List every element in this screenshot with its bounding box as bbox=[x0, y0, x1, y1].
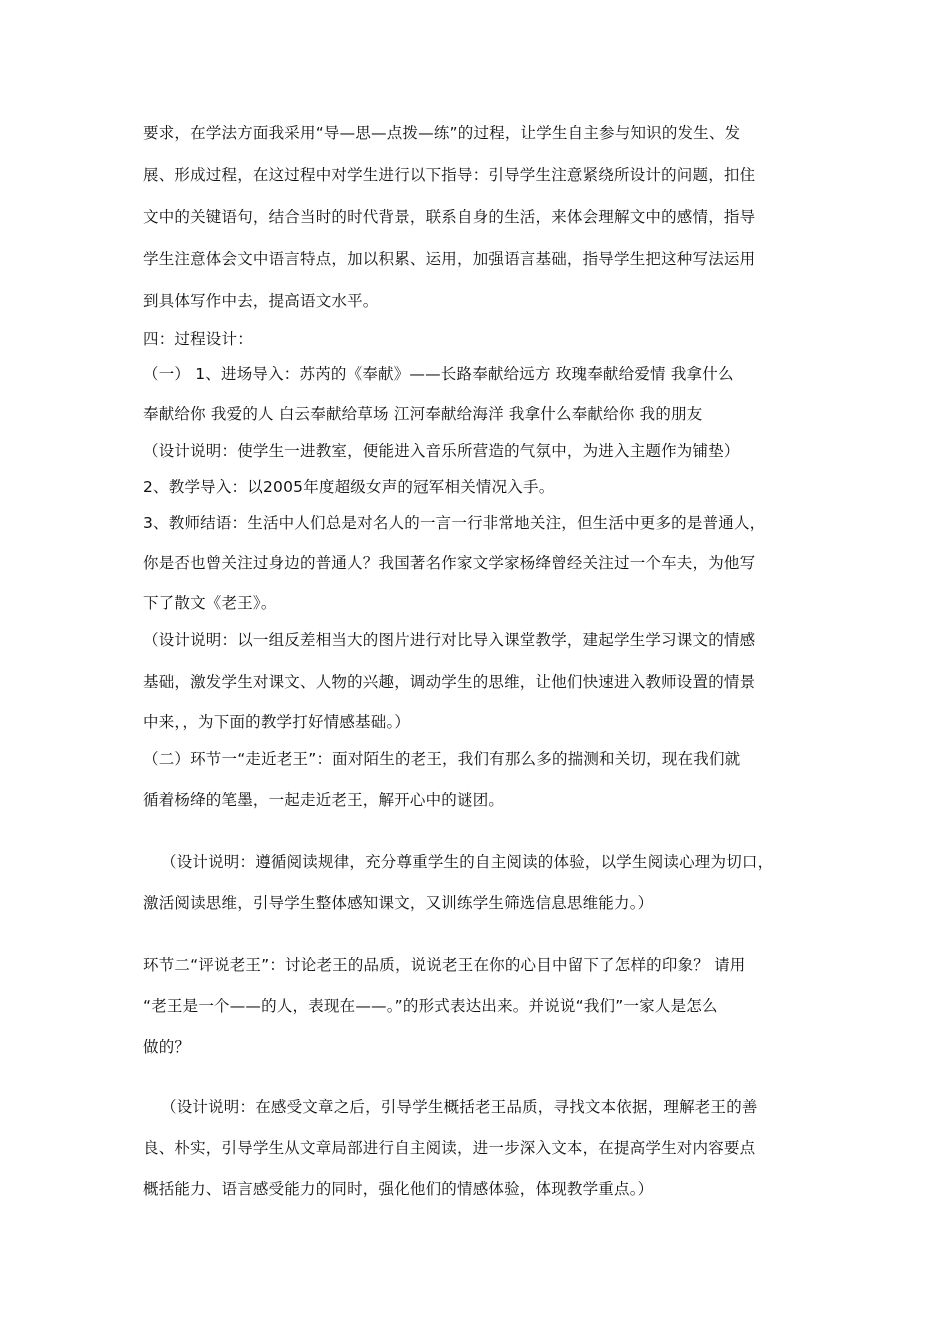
section-heading: 四：过程设计： bbox=[143, 330, 253, 348]
text-line: 环节二“评说老王”：讨论老王的品质，说说老王在你的心目中留下了怎样的印象？ 请用 bbox=[143, 956, 746, 974]
text-line: 文中的关键语句，结合当时的时代背景，联系自身的生活，来体会理解文中的感情，指导 bbox=[143, 208, 756, 226]
text-line: 做的？ bbox=[143, 1038, 191, 1056]
text-line: “老王是一个——的人，表现在——。”的形式表达出来。并说说“我们”一家人是怎么 bbox=[143, 997, 718, 1015]
text-line: 你是否也曾关注过身边的普通人？我国著名作家文学家杨绛曾经关注过一个车夫，为他写 bbox=[143, 554, 756, 572]
text-line: 奉献给你 我爱的人 白云奉献给草场 江河奉献给海洋 我拿什么奉献给你 我的朋友 bbox=[143, 405, 703, 423]
text-line: 激活阅读思维，引导学生整体感知课文，又训练学生筛选信息思维能力。） bbox=[143, 894, 654, 912]
text-line: 要求，在学法方面我采用“导—思—点拨—练”的过程，让学生自主参与知识的发生、发 bbox=[143, 124, 741, 142]
text-line: 概括能力、语言感受能力的同时，强化他们的情感体验，体现教学重点。） bbox=[143, 1180, 654, 1198]
text-line: （设计说明：遵循阅读规律，充分尊重学生的自主阅读的体验，以学生阅读心理为切口， bbox=[161, 853, 774, 871]
text-line: 学生注意体会文中语言特点，加以积累、运用，加强语言基础，指导学生把这种写法运用 bbox=[143, 250, 756, 268]
text-line: 展、形成过程，在这过程中对学生进行以下指导：引导学生注意紧绕所设计的问题，扣住 bbox=[143, 166, 756, 184]
text-line: 2、教学导入：以2005年度超级女声的冠军相关情况入手。 bbox=[143, 478, 555, 496]
text-line: （设计说明：使学生一进教室，便能进入音乐所营造的气氛中，为进入主题作为铺垫） bbox=[143, 442, 740, 460]
text-line: 3、教师结语：生活中人们总是对名人的一言一行非常地关注，但生活中更多的是普通人， bbox=[143, 514, 766, 532]
text-line: 良、朴实，引导学生从文章局部进行自主阅读，进一步深入文本，在提高学生对内容要点 bbox=[143, 1139, 756, 1157]
text-line: 基础，激发学生对课文、人物的兴趣，调动学生的思维，让他们快速进入教师设置的情景 bbox=[143, 673, 756, 691]
text-line: 到具体写作中去，提高语文水平。 bbox=[143, 292, 379, 310]
text-line: 循着杨绛的笔墨，一起走近老王，解开心中的谜团。 bbox=[143, 791, 505, 809]
text-line: （设计说明：在感受文章之后，引导学生概括老王品质，寻找文本依据，理解老王的善 bbox=[161, 1098, 758, 1116]
text-line: （二）环节一“走近老王”：面对陌生的老王，我们有那么多的揣测和关切，现在我们就 bbox=[143, 750, 741, 768]
text-line: 中来，，为下面的教学打好情感基础。） bbox=[143, 713, 411, 731]
text-line: （设计说明：以一组反差相当大的图片进行对比导入课堂教学，建起学生学习课文的情感 bbox=[143, 631, 756, 649]
text-line: （一） 1、进场导入：苏芮的《奉献》——长路奉献给远方 玫瑰奉献给爱情 我拿什么 bbox=[143, 365, 734, 383]
text-line: 下了散文《老王》。 bbox=[143, 594, 277, 612]
